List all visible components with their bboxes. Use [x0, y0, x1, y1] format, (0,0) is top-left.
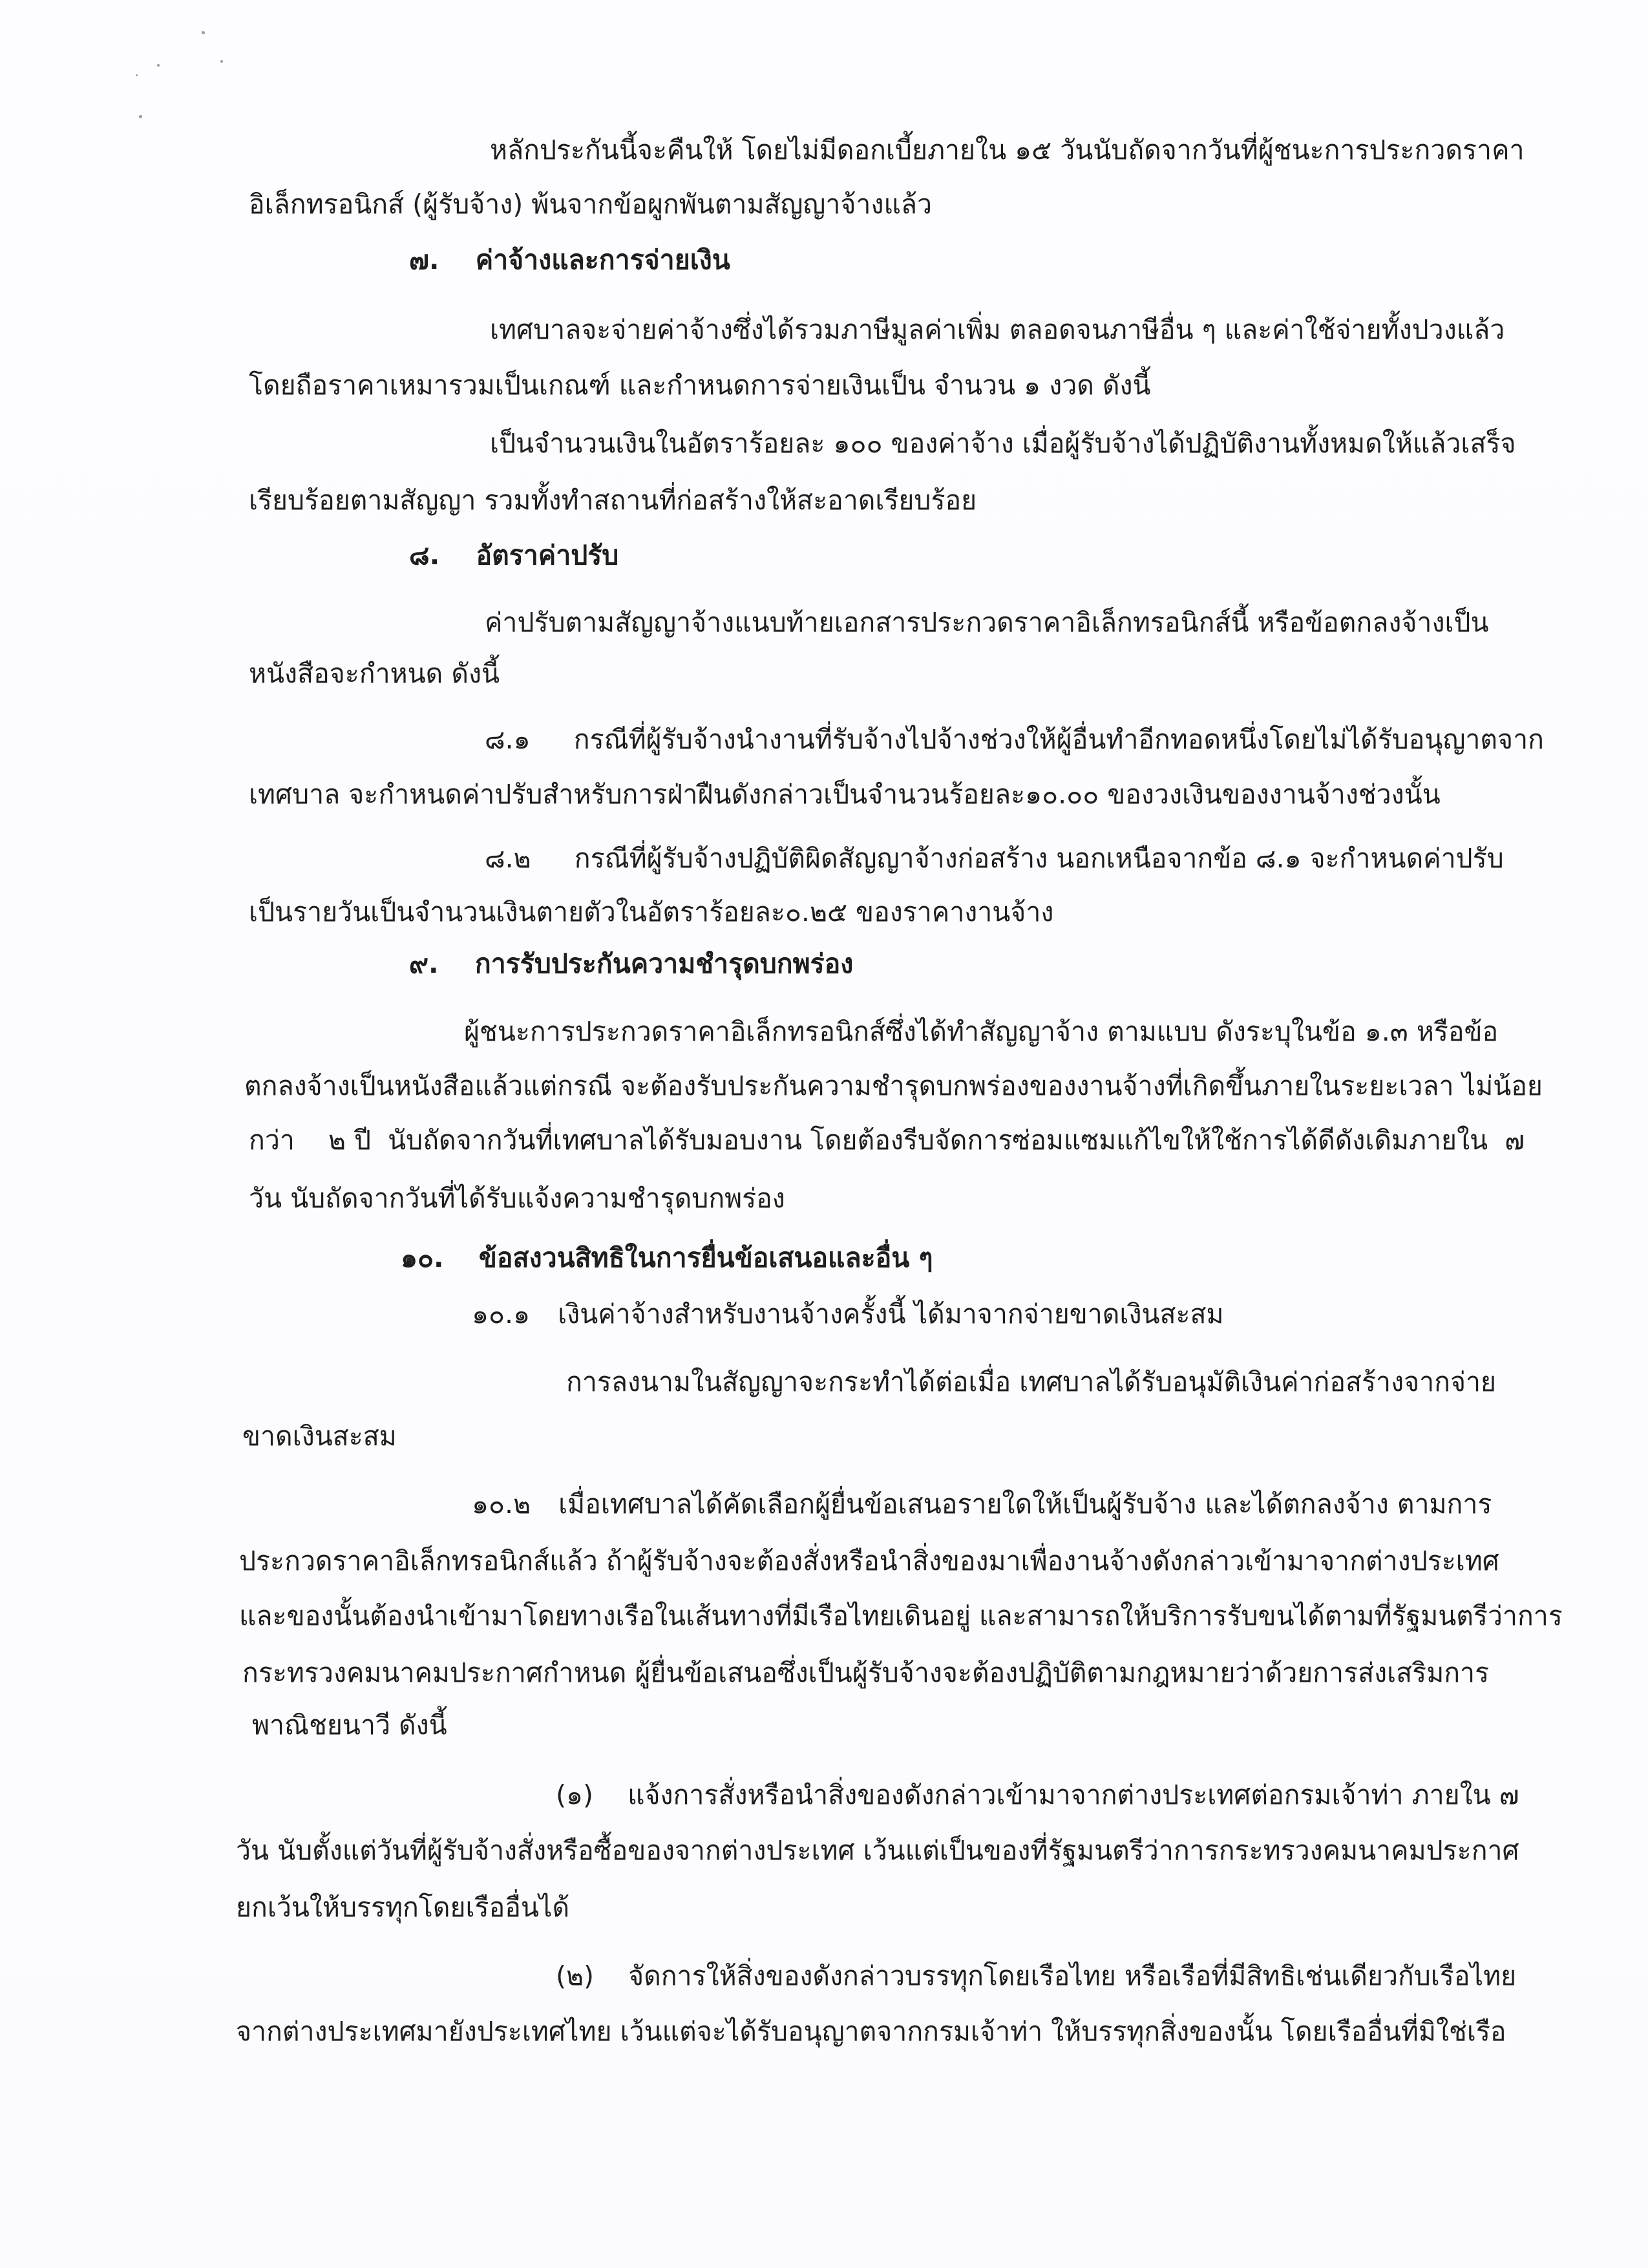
- subsection-number: ๘.๑: [485, 724, 531, 755]
- section-title: อัตราค่าปรับ: [476, 540, 619, 571]
- paragraph-line: เรียบร้อยตามสัญญา รวมทั้งทำสถานที่ก่อสร้างให้สะอาดเรียบร้อย: [249, 485, 977, 516]
- section-number: ๗.: [409, 244, 439, 275]
- paragraph-line: โดยถือราคาเหมารวมเป็นเกณฑ์ และกำหนดการจ่ายเงินเป็น จำนวน ๑ งวด ดังนี้: [249, 370, 1151, 401]
- section-number: ๙.: [409, 948, 439, 979]
- list-item-1: [556, 1778, 1519, 1812]
- paragraph-line: กระทรวงคมนาคมประกาศกำหนด ผู้ยื่นข้อเสนอซึ่งเป็นผู้รับจ้างจะต้องปฏิบัติตามกฎหมายว่าด้วยการส่งเสริมการ: [242, 1657, 1490, 1688]
- paragraph-line: วัน นับถัดจากวันที่ได้รับแจ้งความชำรุดบกพร่อง: [249, 1183, 785, 1214]
- paragraph-line: เทศบาลจะจ่ายค่าจ้างซึ่งได้รวมภาษีมูลค่าเพิ่ม ตลอดจนภาษีอื่น ๆ และค่าใช้จ่ายทั้งปวงแล้ว: [490, 314, 1505, 345]
- paragraph-line: วัน นับตั้งแต่วันที่ผู้รับจ้างสั่งหรือซื้อของจากต่างประเทศ เว้นแต่เป็นของที่รัฐมนตรีว่าการกระทรวงคมนาคมประกาศ: [236, 1835, 1519, 1866]
- list-item-2: [556, 1959, 1516, 1993]
- section-title: ข้อสงวนสิทธิในการยื่นข้อเสนอและอื่น ๆ: [478, 1242, 933, 1273]
- paragraph-line: จากต่างประเทศมายังประเทศไทย เว้นแต่จะได้รับอนุญาตจากกรมเจ้าท่า ให้บรรทุกสิ่งของนั้น โดยเรืออื่นที่มิใช่เรือ: [236, 2016, 1506, 2047]
- paragraph-line: และของนั้นต้องนำเข้ามาโดยทางเรือในเส้นทางที่มีเรือไทยเดินอยู่ และสามารถให้บริการรับขนได้ตามที่รัฐมนตรีว่าการ: [239, 1600, 1563, 1631]
- paragraph-line: หนังสือจะกำหนด ดังนี้: [249, 658, 500, 689]
- section-heading-10: [401, 1241, 933, 1275]
- section-number: ๑๐.: [401, 1242, 444, 1273]
- subsection-8-2: [485, 842, 1504, 875]
- section-number: ๘.: [409, 540, 440, 571]
- list-item-text: จัดการให้สิ่งของดังกล่าวบรรทุกโดยเรือไทย หรือเรือที่มีสิทธิเช่นเดียวกับเรือไทย: [628, 1960, 1517, 1991]
- subsection-number: ๑๐.๑: [472, 1298, 531, 1330]
- paragraph-line: กว่า ๒ ปี นับถัดจากวันที่เทศบาลได้รับมอบงาน โดยต้องรีบจัดการซ่อมแซมแก้ไขให้ใช้การได้ดีดังเดิมภายใน ๗: [249, 1125, 1525, 1156]
- scan-speck: [136, 74, 138, 76]
- subsection-8-1: [485, 723, 1544, 756]
- paragraph-line: ค่าปรับตามสัญญาจ้างแนบท้ายเอกสารประกวดราคาอิเล็กทรอนิกส์นี้ หรือข้อตกลงจ้างเป็น: [485, 607, 1489, 638]
- paragraph-line: เป็นจำนวนเงินในอัตราร้อยละ ๑๐๐ ของค่าจ้าง เมื่อผู้รับจ้างได้ปฏิบัติงานทั้งหมดให้แล้วเสร็จ: [490, 428, 1516, 459]
- paragraph-line: พาณิชยนาวี ดังนี้: [252, 1710, 447, 1741]
- list-item-number: (๒): [556, 1960, 595, 1991]
- paragraph-line: ยกเว้นให้บรรทุกโดยเรืออื่นได้: [236, 1892, 570, 1923]
- paragraph-line: ขาดเงินสะสม: [242, 1421, 397, 1452]
- scan-speck: [202, 31, 205, 34]
- section-title: ค่าจ้างและการจ่ายเงิน: [475, 244, 730, 275]
- subsection-10-2: [472, 1487, 1492, 1521]
- list-item-text: แจ้งการสั่งหรือนำสิ่งของดังกล่าวเข้ามาจากต่างประเทศต่อกรมเจ้าท่า ภายใน ๗: [628, 1779, 1519, 1810]
- list-item-number: (๑): [556, 1779, 594, 1810]
- scan-speck: [157, 64, 160, 67]
- paragraph-line: การลงนามในสัญญาจะกระทำได้ต่อเมื่อ เทศบาลได้รับอนุมัติเงินค่าก่อสร้างจากจ่าย: [566, 1366, 1497, 1397]
- subsection-text: เมื่อเทศบาลได้คัดเลือกผู้ยื่นข้อเสนอรายใดให้เป็นผู้รับจ้าง และได้ตกลงจ้าง ตามการ: [558, 1489, 1492, 1520]
- scan-speck: [139, 115, 142, 118]
- scan-speck: [220, 60, 223, 63]
- paragraph-line: ผู้ชนะการประกวดราคาอิเล็กทรอนิกส์ซึ่งได้ทำสัญญาจ้าง ตามแบบ ดังระบุในข้อ ๑.๓ หรือข้อ: [464, 1016, 1499, 1047]
- paragraph-line: เทศบาล จะกำหนดค่าปรับสำหรับการฝ่าฝืนดังกล่าวเป็นจำนวนร้อยละ๑๐.๐๐ ของวงเงินของงานจ้างช่วงนั้น: [249, 779, 1441, 810]
- subsection-text: กรณีที่ผู้รับจ้างปฏิบัติผิดสัญญาจ้างก่อสร้าง นอกเหนือจากข้อ ๘.๑ จะกำหนดค่าปรับ: [574, 843, 1504, 874]
- subsection-text: กรณีที่ผู้รับจ้างนำงานที่รับจ้างไปจ้างช่วงให้ผู้อื่นทำอีกทอดหนึ่งโดยไม่ได้รับอนุญาตจาก: [573, 724, 1544, 755]
- section-heading-7: [409, 243, 730, 277]
- paragraph-line: อิเล็กทรอนิกส์ (ผู้รับจ้าง) พ้นจากข้อผูกพันตามสัญญาจ้างแล้ว: [249, 189, 933, 220]
- subsection-text: เงินค่าจ้างสำหรับงานจ้างครั้งนี้ ได้มาจากจ่ายขาดเงินสะสม: [558, 1298, 1224, 1330]
- subsection-number: ๑๐.๒: [472, 1489, 531, 1520]
- section-heading-8: [409, 538, 618, 572]
- paragraph-line: เป็นรายวันเป็นจำนวนเงินตายตัวในอัตราร้อยละ๐.๒๕ ของราคางานจ้าง: [249, 896, 1054, 927]
- subsection-number: ๘.๒: [485, 843, 531, 874]
- section-title: การรับประกันความชำรุดบกพร่อง: [474, 948, 854, 979]
- paragraph-line: ตกลงจ้างเป็นหนังสือแล้วแต่กรณี จะต้องรับประกันความชำรุดบกพร่องของงานจ้างที่เกิดขึ้นภายในระยะเวลา ไม่น้อย: [244, 1070, 1543, 1101]
- section-heading-9: [409, 947, 853, 980]
- paragraph-line: ประกวดราคาอิเล็กทรอนิกส์แล้ว ถ้าผู้รับจ้างจะต้องสั่งหรือนำสิ่งของมาเพื่องานจ้างดังกล่าวเข้ามาจากต่างประเทศ: [239, 1545, 1499, 1576]
- subsection-10-1: [472, 1297, 1224, 1331]
- paragraph-line: หลักประกันนี้จะคืนให้ โดยไม่มีดอกเบี้ยภายใน ๑๕ วันนับถัดจากวันที่ผู้ชนะการประกวดราคา: [490, 134, 1525, 165]
